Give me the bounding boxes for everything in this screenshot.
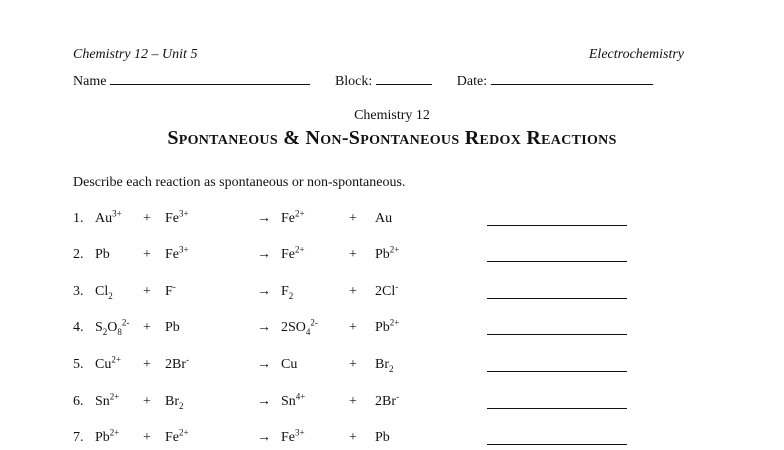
reactant-2: 2Br- xyxy=(165,354,189,372)
product-2: $Br_2$ xyxy=(375,357,394,374)
answer-blank[interactable] xyxy=(487,334,627,335)
reactant-2: $Fe^{3+}$ xyxy=(165,244,189,262)
plus-sign: + xyxy=(349,211,357,226)
product-1: $Fe^{3+}$ xyxy=(281,427,305,445)
product-2: Pb xyxy=(375,430,390,445)
reactant-1: $Sn^{2+}$ xyxy=(95,391,120,409)
product-2: 2Cl- xyxy=(375,281,399,299)
answer-blank[interactable] xyxy=(487,371,627,372)
plus-sign: + xyxy=(349,320,357,335)
product-1: $2SO_4^{2-}$ xyxy=(281,317,318,337)
reaction-number: 1. xyxy=(73,211,84,226)
plus-sign: + xyxy=(349,284,357,299)
reactant-2: $Fe^{2+}$ xyxy=(165,427,189,445)
plus-sign: + xyxy=(349,357,357,372)
answer-blank[interactable] xyxy=(487,408,627,409)
block-blank[interactable] xyxy=(376,72,432,85)
reaction-arrow-icon: → xyxy=(257,211,271,226)
reaction-arrow-icon: → xyxy=(257,430,271,445)
date-blank[interactable] xyxy=(491,72,653,85)
product-1: $Sn^{4+}$ xyxy=(281,391,306,409)
plus-sign: + xyxy=(143,430,151,445)
name-label: Name xyxy=(73,74,107,89)
student-info-line xyxy=(73,72,653,90)
product-2: Au xyxy=(375,211,393,226)
course-name: Chemistry 12 xyxy=(354,108,430,123)
reactant-2: F- xyxy=(165,281,176,299)
page-title: Spontaneous & Non-Spontaneous Redox Reactions xyxy=(167,127,617,149)
reaction-number: 3. xyxy=(73,284,84,299)
reaction-number: 2. xyxy=(73,247,84,262)
block-label: Block: xyxy=(334,74,373,89)
plus-sign: + xyxy=(349,430,357,445)
answer-blank[interactable] xyxy=(487,298,627,299)
reaction-number: 7. xyxy=(73,430,84,445)
reactant-1: $Pb^{2+}$ xyxy=(95,427,120,445)
reaction-arrow-icon: → xyxy=(257,357,271,372)
reactant-1: Pb xyxy=(95,247,110,262)
header-unit: Chemistry 12 – Unit 5 xyxy=(73,47,198,62)
reaction-row xyxy=(73,208,733,231)
reaction-row xyxy=(73,391,733,414)
reaction-number: 4. xyxy=(73,320,84,335)
reaction-arrow-icon: → xyxy=(257,247,271,262)
reaction-row xyxy=(73,281,733,304)
answer-blank[interactable] xyxy=(487,261,627,262)
reactant-1: $S_2O_8^{2-}$ xyxy=(95,317,130,337)
plus-sign: + xyxy=(143,394,151,409)
reaction-row xyxy=(73,244,733,267)
reaction-arrow-icon: → xyxy=(257,284,271,299)
reaction-row xyxy=(73,354,733,377)
reactant-2: $Br_2$ xyxy=(165,394,184,411)
plus-sign: + xyxy=(143,357,151,372)
reaction-number: 6. xyxy=(73,394,84,409)
reactant-2: $Fe^{3+}$ xyxy=(165,208,189,226)
plus-sign: + xyxy=(143,284,151,299)
reaction-number: 5. xyxy=(73,357,84,372)
reactant-1: $Au^{3+}$ xyxy=(95,208,122,226)
plus-sign: + xyxy=(143,320,151,335)
name-blank[interactable] xyxy=(110,72,310,85)
plus-sign: + xyxy=(143,247,151,262)
product-2: $Pb^{2+}$ xyxy=(375,317,400,335)
plus-sign: + xyxy=(349,394,357,409)
reaction-row xyxy=(73,317,733,340)
plus-sign: + xyxy=(143,211,151,226)
plus-sign: + xyxy=(349,247,357,262)
product-1: $Fe^{2+}$ xyxy=(281,244,305,262)
reaction-arrow-icon: → xyxy=(257,394,271,409)
date-label: Date: xyxy=(456,74,488,89)
reaction-arrow-icon: → xyxy=(257,320,271,335)
product-1: Cu xyxy=(281,357,298,372)
instructions: Describe each reaction as spontaneous or non-spontaneous. xyxy=(73,175,406,190)
reactant-1: $Cl_2$ xyxy=(95,284,113,301)
product-2: 2Br- xyxy=(375,391,399,409)
reactant-2: Pb xyxy=(165,320,180,335)
reactant-1: $Cu^{2+}$ xyxy=(95,354,121,372)
product-2: $Pb^{2+}$ xyxy=(375,244,400,262)
reaction-row xyxy=(73,427,733,450)
product-1: $F_2$ xyxy=(281,284,294,301)
product-1: $Fe^{2+}$ xyxy=(281,208,305,226)
answer-blank[interactable] xyxy=(487,444,627,445)
header-topic: Electrochemistry xyxy=(588,47,684,62)
answer-blank[interactable] xyxy=(487,225,627,226)
